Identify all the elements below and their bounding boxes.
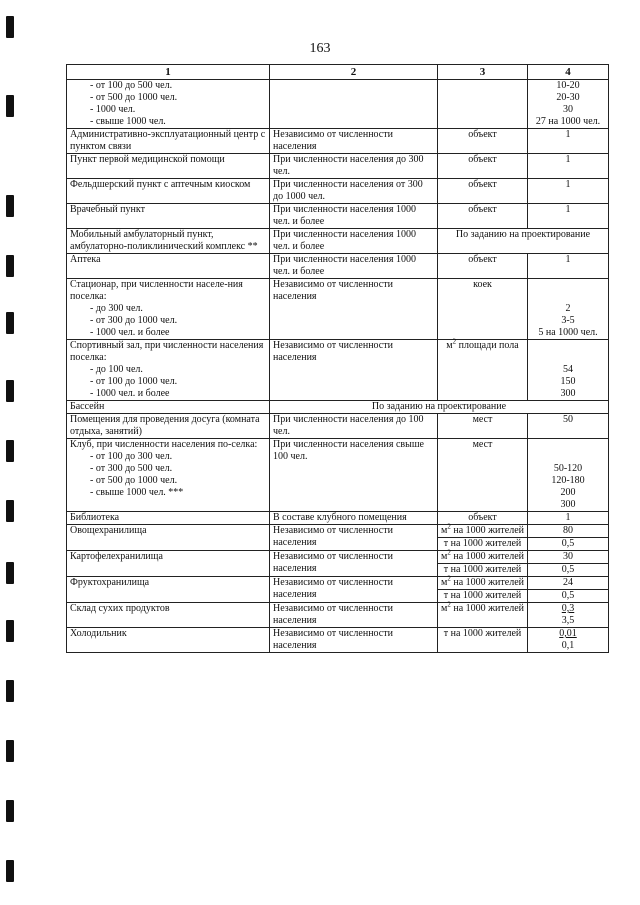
table-row (67, 577, 609, 590)
table-row (67, 439, 609, 512)
row-condition-cell: Независимо от численности населения (270, 628, 438, 653)
row-condition-cell: Независимо от численности населения (270, 525, 438, 551)
row-unit-cell: т на 1000 жителей (438, 564, 528, 577)
table-row (67, 179, 609, 204)
table-row (67, 401, 609, 414)
row-unit-cell: т на 1000 жителей (438, 628, 528, 653)
column-header: 1 (67, 65, 270, 80)
row-merged-cell: По заданию на проектирование (438, 229, 609, 254)
row-value-cell: 1 (528, 154, 609, 179)
row-unit-cell: объект (438, 512, 528, 525)
binding-hole (6, 440, 14, 462)
row-value-cell: 0,5 (528, 564, 609, 577)
table-row (67, 254, 609, 279)
row-condition-cell: При численности населения до 300 чел. (270, 154, 438, 179)
binding-hole (6, 800, 14, 822)
binding-hole (6, 380, 14, 402)
binding-hole (6, 860, 14, 882)
table-row (67, 525, 609, 538)
page-number: 163 (309, 41, 331, 56)
row-condition-cell: Независимо от численности населения (270, 340, 438, 401)
row-name-cell: Фруктохранилища (67, 577, 270, 603)
table-row (67, 154, 609, 179)
binding-hole (6, 312, 14, 334)
table-row (67, 628, 609, 653)
row-name-cell: Овощехранилища (67, 525, 270, 551)
row-value-cell: 54 150 300 (528, 340, 609, 401)
row-unit-cell: $м^2$ на 1000 жителей (438, 577, 528, 590)
binding-hole (6, 500, 14, 522)
row-value-cell: 0,01 0,1 (528, 628, 609, 653)
row-name-cell: Холодильник (67, 628, 270, 653)
table-row (67, 603, 609, 628)
table-row (67, 129, 609, 154)
column-header: 4 (528, 65, 609, 80)
table-row (67, 512, 609, 525)
table-header-row (67, 65, 609, 80)
binding-holes (6, 0, 18, 905)
row-condition-cell: Независимо от численности населения (270, 603, 438, 628)
row-unit-cell: $м^2$ площади пола (438, 340, 528, 401)
row-name-cell: Административно-эксплуатационный центр с пунктом связи (67, 129, 270, 154)
table-row (67, 204, 609, 229)
row-value-cell: 10-20 20-30 30 27 на 1000 чел. (528, 80, 609, 129)
column-header: 3 (438, 65, 528, 80)
row-name-cell: Фельдшерский пункт с аптечным киоском (67, 179, 270, 204)
row-value-cell: 24 (528, 577, 609, 590)
row-unit-cell: мест (438, 439, 528, 512)
row-name-cell: Врачебный пункт (67, 204, 270, 229)
row-condition-cell: При численности населения от 300 до 1000 чел. (270, 179, 438, 204)
table-row (67, 340, 609, 401)
binding-hole (6, 620, 14, 642)
row-unit-cell: т на 1000 жителей (438, 590, 528, 603)
row-unit-cell: объект (438, 129, 528, 154)
row-value-cell: 0,5 (528, 590, 609, 603)
row-unit-cell: коек (438, 279, 528, 340)
binding-hole (6, 95, 14, 117)
binding-hole (6, 562, 14, 584)
row-name-cell: Картофелехранилища (67, 551, 270, 577)
row-name-cell: Мобильный амбулаторный пункт, амбулаторно-поликлинический комплекс ** (67, 229, 270, 254)
binding-hole (6, 195, 14, 217)
binding-hole (6, 255, 14, 277)
row-unit-cell (438, 80, 528, 129)
row-condition-cell: При численности населения свыше 100 чел. (270, 439, 438, 512)
row-value-cell: 1 (528, 254, 609, 279)
row-value-cell: 50-120 120-180 200 300 (528, 439, 609, 512)
row-value-cell: 0,3 3,5 (528, 603, 609, 628)
row-condition-cell: Независимо от численности населения (270, 577, 438, 603)
row-unit-cell: объект (438, 254, 528, 279)
row-name-cell: - от 100 до 500 чел. - от 500 до 1000 чел. - 1000 чел. - свыше 1000 чел. (67, 80, 270, 129)
row-name-cell: Бассейн (67, 401, 270, 414)
row-name-cell: Склад сухих продуктов (67, 603, 270, 628)
row-condition-cell: В составе клубного помещения (270, 512, 438, 525)
row-unit-cell: объект (438, 154, 528, 179)
row-unit-cell: т на 1000 жителей (438, 538, 528, 551)
row-condition-cell: Независимо от численности населения (270, 551, 438, 577)
row-unit-cell: объект (438, 179, 528, 204)
norms-table (66, 64, 609, 653)
table-row (67, 279, 609, 340)
row-value-cell: 1 (528, 129, 609, 154)
column-header: 2 (270, 65, 438, 80)
row-condition-cell: При численности населения 1000 чел. и более (270, 204, 438, 229)
row-merged-cell: По заданию на проектирование (270, 401, 609, 414)
row-unit-cell: мест (438, 414, 528, 439)
row-value-cell: 1 (528, 204, 609, 229)
row-name-cell: Спортивный зал, при численности населения поселка: - до 100 чел. - от 100 до 1000 чел. - 1000 чел. и более (67, 340, 270, 401)
row-unit-cell: $м^2$ на 1000 жителей (438, 525, 528, 538)
row-value-cell: 2 3-5 5 на 1000 чел. (528, 279, 609, 340)
row-value-cell: 30 (528, 551, 609, 564)
row-unit-cell: объект (438, 204, 528, 229)
row-name-cell: Клуб, при численности населения по-селка: - от 100 до 300 чел. - от 300 до 500 чел. - от 500 до 1000 чел. - свыше 1000 чел. *** (67, 439, 270, 512)
binding-hole (6, 680, 14, 702)
row-name-cell: Помещения для проведения досуга (комната отдыха, занятий) (67, 414, 270, 439)
binding-hole (6, 16, 14, 38)
row-name-cell: Стационар, при численности населе-ния поселка: - до 300 чел. - от 300 до 1000 чел. - 1000 чел. и более (67, 279, 270, 340)
row-value-cell: 1 (528, 179, 609, 204)
binding-hole (6, 740, 14, 762)
row-condition-cell: При численности населения 1000 чел. и более (270, 229, 438, 254)
row-value-cell: 80 (528, 525, 609, 538)
table-row (67, 414, 609, 439)
row-condition-cell: Независимо от численности населения (270, 129, 438, 154)
row-name-cell: Пункт первой медицинской помощи (67, 154, 270, 179)
row-condition-cell: Независимо от численности населения (270, 279, 438, 340)
table-row (67, 80, 609, 129)
row-value-cell: 1 (528, 512, 609, 525)
table-row (67, 229, 609, 254)
row-unit-cell: $м^2$ на 1000 жителей (438, 603, 528, 628)
row-condition-cell (270, 80, 438, 129)
table-row (67, 551, 609, 564)
row-value-cell: 0,5 (528, 538, 609, 551)
row-unit-cell: $м^2$ на 1000 жителей (438, 551, 528, 564)
row-condition-cell: При численности населения 1000 чел. и более (270, 254, 438, 279)
row-condition-cell: При численности населения до 100 чел. (270, 414, 438, 439)
row-value-cell: 50 (528, 414, 609, 439)
row-name-cell: Библиотека (67, 512, 270, 525)
row-name-cell: Аптека (67, 254, 270, 279)
